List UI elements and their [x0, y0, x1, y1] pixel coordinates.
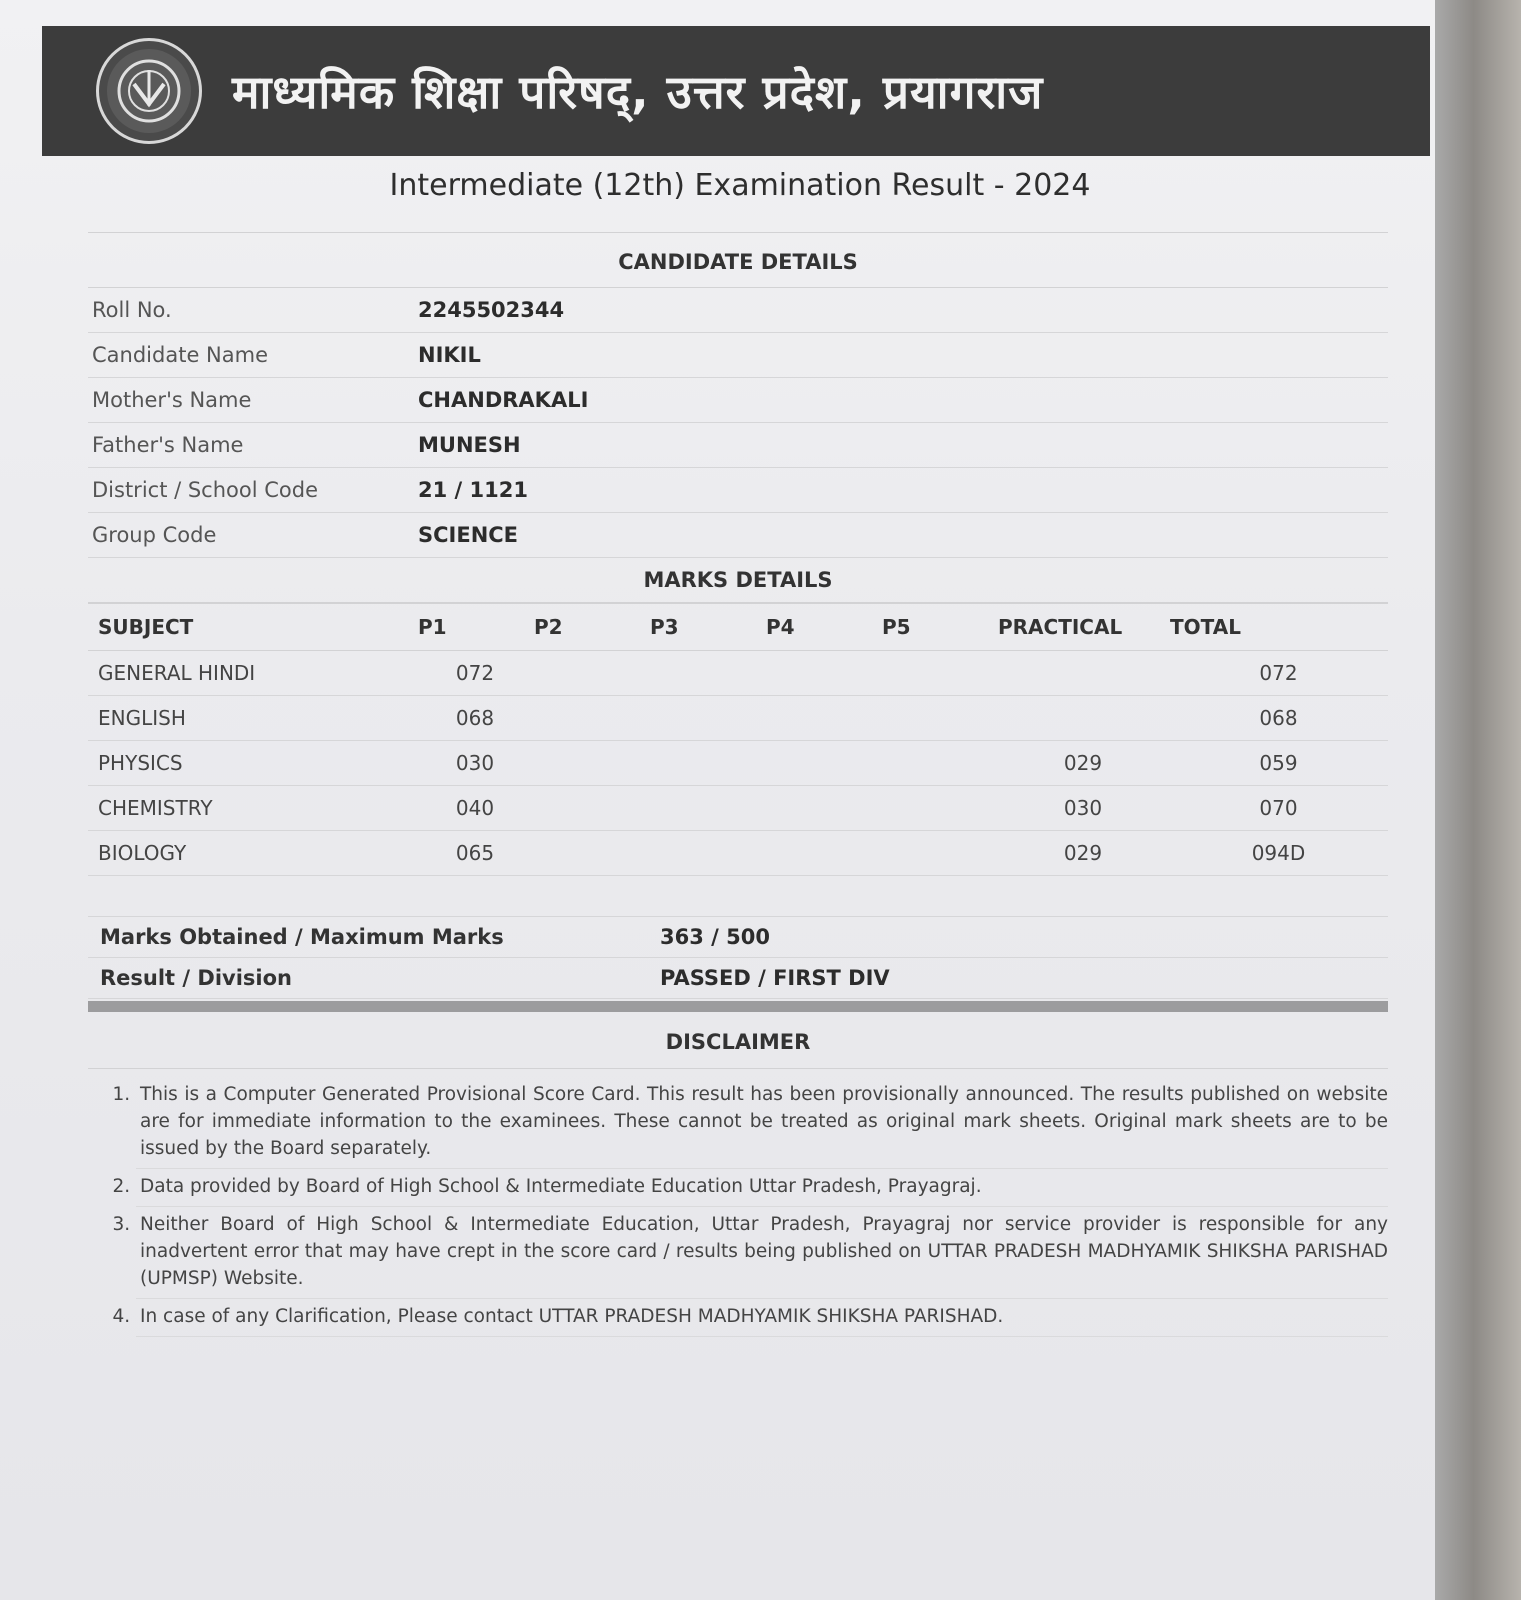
total-column-header: TOTAL: [1169, 604, 1388, 651]
table-row: [88, 651, 1388, 696]
candidate-row: [88, 423, 1388, 468]
p3-cell: [649, 831, 765, 876]
table-row: [88, 696, 1388, 741]
district-school-code-label: District / School Code: [92, 478, 319, 502]
marks-table: [88, 603, 1388, 876]
practical-cell: [997, 651, 1169, 696]
roll-no-value: 2245502344: [418, 298, 565, 322]
total-cell: 070: [1169, 786, 1388, 831]
p2-cell: [533, 741, 649, 786]
mother-name-value: CHANDRAKALI: [418, 388, 589, 412]
subject-cell: BIOLOGY: [88, 831, 417, 876]
p3-cell: [649, 741, 765, 786]
p4-cell: [765, 786, 881, 831]
table-spacer: [88, 876, 1388, 917]
group-code-value: SCIENCE: [418, 523, 519, 547]
group-code-label: Group Code: [92, 523, 217, 547]
mother-name-label: Mother's Name: [92, 388, 252, 412]
p5-cell: [881, 741, 997, 786]
section-divider: [88, 1001, 1388, 1012]
list-item: 3. Neither Board of High School & Intermediate Education, Uttar Pradesh, Prayagraj nor service provider is responsible for any inadvertent error that may have crept in the score card / results being published on UTTAR PRADESH MADHYAMIK SHIKSHA PARISHAD (UPMSP) Website.: [136, 1207, 1388, 1299]
total-cell: 068: [1169, 696, 1388, 741]
result-division-label: Result / Division: [100, 966, 292, 990]
board-name-hindi: माध्यमिक शिक्षा परिषद्, उत्तर प्रदेश, प्रयागराज: [232, 65, 1044, 119]
p4-cell: [765, 741, 881, 786]
list-item: 4. In case of any Clarification, Please contact UTTAR PRADESH MADHYAMIK SHIKSHA PARISHAD.: [136, 1299, 1388, 1337]
result-body: [88, 232, 1388, 1337]
subject-cell: CHEMISTRY: [88, 786, 417, 831]
district-school-code-value: 21 / 1121: [418, 478, 528, 502]
p5-cell: [881, 651, 997, 696]
board-header-banner: [42, 26, 1430, 156]
p1-cell: 065: [417, 831, 533, 876]
candidate-name-label: Candidate Name: [92, 343, 268, 367]
p3-cell: [649, 651, 765, 696]
list-item: 2. Data provided by Board of High School & Intermediate Education Uttar Pradesh, Prayagraj.: [136, 1169, 1388, 1207]
subject-column-header: SUBJECT: [88, 604, 417, 651]
subject-cell: PHYSICS: [88, 741, 417, 786]
p2-cell: [533, 651, 649, 696]
result-division-row: [88, 958, 1388, 999]
p1-cell: 030: [417, 741, 533, 786]
marks-details-heading: MARKS DETAILS: [88, 558, 1388, 603]
table-row: [88, 741, 1388, 786]
marks-summary-row: [88, 917, 1388, 958]
table-row: [88, 786, 1388, 831]
p4-cell: [765, 651, 881, 696]
p2-cell: [533, 696, 649, 741]
subject-cell: ENGLISH: [88, 696, 417, 741]
roll-no-label: Roll No.: [92, 298, 172, 322]
practical-cell: 030: [997, 786, 1169, 831]
background-surface: [1435, 0, 1521, 1600]
p1-column-header: P1: [417, 604, 533, 651]
marks-obtained-value: 363 / 500: [660, 925, 770, 949]
p5-cell: [881, 786, 997, 831]
p3-cell: [649, 696, 765, 741]
practical-cell: 029: [997, 831, 1169, 876]
p1-cell: 068: [417, 696, 533, 741]
p2-cell: [533, 786, 649, 831]
father-name-label: Father's Name: [92, 433, 244, 457]
p2-cell: [533, 831, 649, 876]
candidate-details-heading: CANDIDATE DETAILS: [88, 233, 1388, 288]
candidate-row: [88, 288, 1388, 333]
candidate-row: [88, 468, 1388, 513]
p4-cell: [765, 696, 881, 741]
total-cell: 059: [1169, 741, 1388, 786]
candidate-row: [88, 513, 1388, 558]
candidate-row: [88, 333, 1388, 378]
candidate-row: [88, 378, 1388, 423]
practical-column-header: PRACTICAL: [997, 604, 1169, 651]
p5-column-header: P5: [881, 604, 997, 651]
total-cell: 094D: [1169, 831, 1388, 876]
result-division-value: PASSED / FIRST DIV: [660, 966, 890, 990]
list-item: 1. This is a Computer Generated Provisional Score Card. This result has been provisionally announced. The results published on website are for immediate information to the examinees. These cannot be treated as original mark sheets. Original mark sheets are to be issued by the Board separately.: [136, 1077, 1388, 1169]
father-name-value: MUNESH: [418, 433, 521, 457]
total-cell: 072: [1169, 651, 1388, 696]
marks-header-row: [88, 604, 1388, 651]
practical-cell: [997, 696, 1169, 741]
p5-cell: [881, 696, 997, 741]
subject-cell: GENERAL HINDI: [88, 651, 417, 696]
result-title: Intermediate (12th) Examination Result - 2024: [389, 168, 1091, 203]
marks-obtained-label: Marks Obtained / Maximum Marks: [100, 925, 504, 949]
p1-cell: 072: [417, 651, 533, 696]
p5-cell: [881, 831, 997, 876]
table-row: [88, 831, 1388, 876]
p4-column-header: P4: [765, 604, 881, 651]
disclaimer-list: [88, 1077, 1388, 1337]
p3-column-header: P3: [649, 604, 765, 651]
p1-cell: 040: [417, 786, 533, 831]
p3-cell: [649, 786, 765, 831]
candidate-name-value: NIKIL: [418, 343, 481, 367]
p4-cell: [765, 831, 881, 876]
p2-column-header: P2: [533, 604, 649, 651]
practical-cell: 029: [997, 741, 1169, 786]
up-government-seal-icon: [96, 38, 202, 144]
disclaimer-heading: DISCLAIMER: [88, 1012, 1388, 1069]
